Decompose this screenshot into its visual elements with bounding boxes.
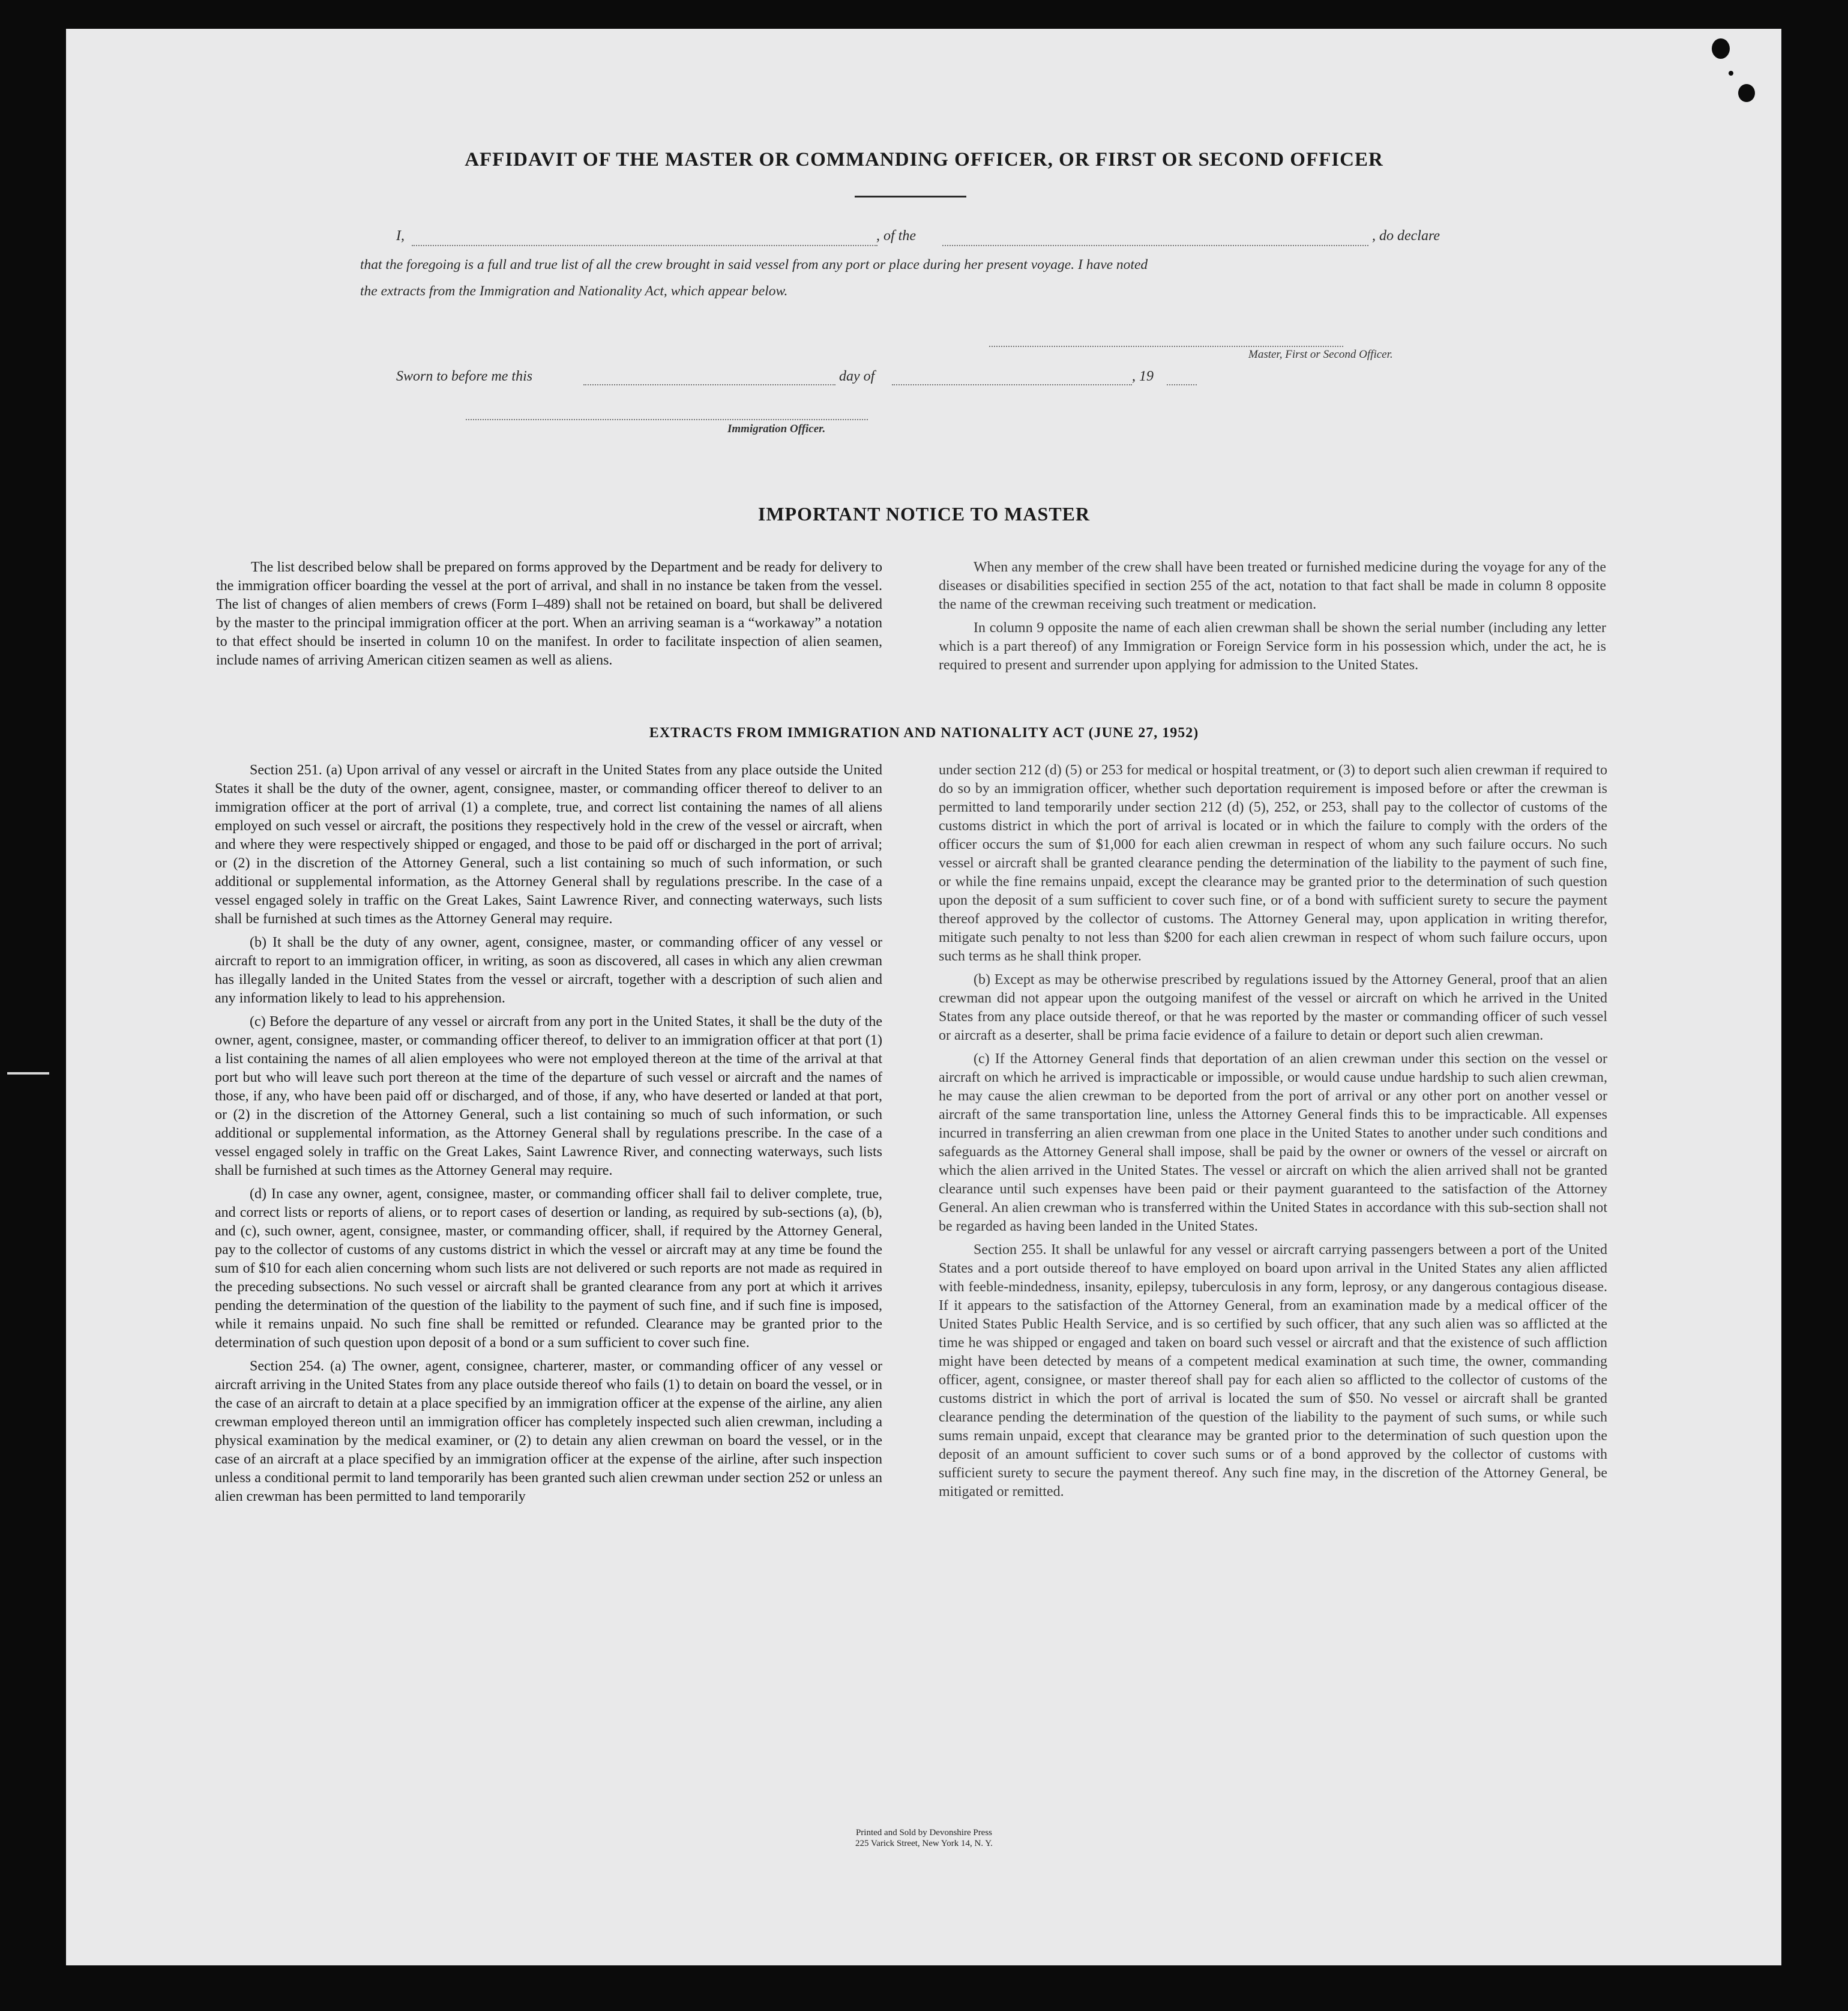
section-254b: (b) Except as may be otherwise prescribed by regulations issued by the Attorney General, proof that an alien crewman did not appear upon the outgoing manifest of the vessel or aircraft on which he arrived in the United States from any place outside thereof, or that he was reported by the master or commanding officer of such vessel or aircraft as a deserter, shall be prima facie evidence of a failure to detain or deport such alien crewman. xyxy=(939,972,1607,1043)
master-signature-line[interactable] xyxy=(989,346,1343,347)
section-254a-continued: under section 212 (d) (5) or 253 for medical or hospital treatment, or (3) to deport such alien crewman if required to do so by an immigration officer, whether such deportation requirement is imposed before or after the crewman is permitted to land temporarily under section 212 (d) (5), 252, or 253, shall pay to the collector of customs of the customs district in which the port of arrival is located or in which the failure to comply with the orders of the officer occurs the sum of $1,000 for each alien crewman in respect of whom any such failure occurs. No such vessel or aircraft shall be granted clearance pending the determination of the liability to the payment of such fine, or while the fine remains unpaid, except the clearance may be granted prior to the determination of such question upon the deposit of a sum sufficient to cover such fine, or of a bond with sufficient surety to secure the payment thereof approved by the collector of customs. The Attorney General may, upon application in writing therefor, mitigate such penalty to not less than $200 for each alien crewman in respect of whom such failure occurs, upon such terms as he shall think proper. xyxy=(939,762,1607,964)
scanner-mark xyxy=(7,1072,49,1075)
notice-title: IMPORTANT NOTICE TO MASTER xyxy=(757,503,1091,525)
year-label: , 19 xyxy=(1132,369,1154,384)
affidavit-title: AFFIDAVIT OF THE MASTER OR COMMANDING OFFICER, OR FIRST OR SECOND OFFICER xyxy=(465,149,1383,170)
section-251d: (d) In case any owner, agent, consignee, master, or commanding officer shall fail to deliver complete, true, and correct lists or reports of aliens, or to report cases of desertion or landing, as required by sub-sections (a), (b), and (c), such owner, agent, consignee, master, or commanding officer, shall, if required by the Attorney General, pay to the collector of customs of any customs district in which the vessel or aircraft may at any time be found the sum of $10 for each alien concerning whom such lists are not delivered or such reports are not made as required in the preceding subsections. No such vessel or aircraft shall be granted clearance from any port at which it arrives pending the determination of the question of the liability to the payment of such fine, and if such fine is imposed, while it remains unpaid. No such fine shall be remitted or refunded. Clearance may be granted prior to the determination of such question upon deposit of a bond or a sum sufficient to cover such fine. xyxy=(215,1186,882,1351)
declarant-label: I, xyxy=(396,228,405,244)
declaration-text-line-3: the extracts from the Immigration and Nationality Act, which appear below. xyxy=(360,283,788,299)
extracts-right-column xyxy=(939,761,1607,1506)
section-251b: (b) It shall be the duty of any owner, agent, consignee, master, or commanding officer of any vessel or aircraft to report to an immigration officer, in writing, as soon as discovered, all cases in which any alien crewman has illegally landed in the United States from the vessel or aircraft, together with a description of such alien and any information likely to lead to his apprehension. xyxy=(215,935,882,1006)
printer-line-1: Printed and Sold by Devonshire Press xyxy=(855,1828,993,1838)
notice-right-column xyxy=(939,558,1606,680)
vessel-name-field[interactable] xyxy=(942,245,1368,246)
day-of-label: day of xyxy=(839,369,875,384)
notice-left-column xyxy=(216,558,882,675)
title-divider xyxy=(855,196,966,197)
notice-paragraph: When any member of the crew shall have been treated or furnished medicine during the voyage for any of the diseases or disabilities specified in section 255 of the act, notation to that fact shall be made in column 8 opposite the name of the crewman receiving such treatment or medication. xyxy=(939,559,1606,612)
section-251c: (c) Before the departure of any vessel or aircraft from any port in the United States, it shall be the duty of the owner, agent, consignee, master, or commanding officer thereof, to deliver to an immigration officer at that port (1) a list containing the names of all alien employees who were not employed thereon at the time of the arrival at that port but who will leave such port thereon at the time of the departure of such vessel or aircraft and the names of those, if any, who have been paid off or discharged, and of those, if any, who have deserted or landed at that port, or (2) in the discretion of the Attorney General, such a list containing so much of such information, or such additional or supplemental information, as the Attorney General shall by regulations prescribe. In the case of a vessel engaged solely in traffic on the Great Lakes, Saint Lawrence River, and connecting waterways, such lists shall be furnished at such times as the Attorney General may require. xyxy=(215,1014,882,1178)
notice-paragraph: The list described below shall be prepared on forms approved by the Department and be ready for delivery to the immigration officer boarding the vessel at the port of arrival, and shall in no instance be taken from the vessel. The list of changes of alien members of crews (Form I–489) shall not be retained on board, but shall be delivered by the master to the principal immigration officer at the port. When an arriving seaman is a “workaway” a notation to that effect should be inserted in column 10 on the manifest. In order to facilitate inspection of alien seamen, include names of arriving American citizen seamen as well as aliens. xyxy=(216,559,882,668)
section-255: Section 255. It shall be unlawful for any vessel or aircraft carrying passengers between a port of the United States and a port outside thereof to have employed on board upon arrival in the United States any alien afflicted with feeble-mindedness, insanity, epilepsy, tuberculosis in any form, leprosy, or any dangerous contagious disease. If it appears to the satisfaction of the Attorney General, from an examination made by a medical officer of the United States Public Health Service, and is so certified by such officer, that any such alien was so afflicted at the time he was shipped or engaged and taken on board such vessel or aircraft and that the existence of such affliction might have been detected by means of a competent medical examination at such time, the owner, commanding officer, agent, consignee, or master thereof shall pay for each alien so afflicted to the collector of customs of the customs district in which the port of arrival is located the sum of $50. No vessel or aircraft shall be granted clearance pending the determination of the question of the liability to the payment of such sums, or while such sums remain unpaid, except that clearance may be granted prior to the determination of such question upon the deposit of an amount sufficient to cover such sums or of a bond approved by the collector of customs with sufficient surety to secure the payment thereof. Any such fine may, in the discretion of the Attorney General, be mitigated or remitted. xyxy=(939,1242,1607,1500)
section-254c: (c) If the Attorney General finds that deportation of an alien crewman under this section on the vessel or aircraft on which he arrived is impracticable or impossible, or would cause undue hardship to such alien crewman, he may cause the alien crewman to be deported from the port of arrival or any other port on another vessel or aircraft of the same transportation line, unless the Attorney General finds this to be impracticable. All expenses incurred in transferring an alien crewman from one place in the United States to another under such conditions and safeguards as the Attorney General shall impose, shall be paid by the owner or owners of the vessel or aircraft on which the alien arrived in the United States. The vessel or aircraft on which the alien arrived shall not be granted clearance until such expenses have been paid or their payment guaranteed to the satisfaction of the Attorney General. An alien crewman who is transferred within the United States in accordance with this sub-section shall not be regarded as having been landed in the United States. xyxy=(939,1051,1607,1234)
master-signature-caption: Master, First or Second Officer. xyxy=(1248,348,1393,361)
section-254a: Section 254. (a) The owner, agent, consignee, charterer, master, or commanding officer of any vessel or aircraft arriving in the United States from any place outside thereof who fails (1) to detain on board the vessel, or in the case of an aircraft to detain at a place specified by an immigration officer at the expense of the airline, any alien crewman employed thereon until an immigration officer has completely inspected such alien crewman, including a physical examination by the medical examiner, or (2) to detain any alien crewman on board the vessel, or in the case of an aircraft at a place specified by an immigration officer at the expense of the airline, after such inspection unless a conditional permit to land temporarily has been granted such alien crewman under section 252 or unless an alien crewman has been permitted to land temporarily xyxy=(215,1358,882,1504)
sworn-month-field[interactable] xyxy=(892,384,1132,385)
printer-imprint xyxy=(0,1827,1848,1849)
ink-spot xyxy=(1712,38,1730,59)
ink-spot xyxy=(1729,71,1733,76)
declaration-text-line-2: that the foregoing is a full and true list of all the crew brought in said vessel from any port or place during her present voyage. I have noted xyxy=(360,257,1148,273)
sworn-year-field[interactable] xyxy=(1167,384,1197,385)
of-the-label: , of the xyxy=(876,228,916,244)
ink-spot xyxy=(1738,84,1755,102)
printer-line-2: 225 Varick Street, New York 14, N. Y. xyxy=(855,1839,993,1848)
sworn-label: Sworn to before me this xyxy=(396,369,533,384)
sworn-date-field[interactable] xyxy=(583,384,835,385)
officer-signature-line[interactable] xyxy=(466,419,868,420)
notice-paragraph: In column 9 opposite the name of each alien crewman shall be shown the serial number (including any letter which is a part thereof) of any Immigration or Foreign Service form in his possession which, under the act, he is required to present and surrender upon applying for admission to the United States. xyxy=(939,620,1606,673)
extracts-left-column xyxy=(215,761,882,1511)
do-declare-label: , do declare xyxy=(1372,228,1440,244)
extracts-title: EXTRACTS FROM IMMIGRATION AND NATIONALITY ACT (JUNE 27, 1952) xyxy=(649,725,1199,741)
section-251a: Section 251. (a) Upon arrival of any vessel or aircraft in the United States from any place outside the United States it shall be the duty of the owner, agent, consignee, master, or commanding officer thereof to deliver to an immigration officer at the port of arrival (1) a complete, true, and correct list containing the names of all aliens employed on such vessel or aircraft, the positions they respectively hold in the crew of the vessel or aircraft, when and where they were respectively shipped or engaged, and those to be paid off or discharged in the port of arrival; or (2) in the discretion of the Attorney General, such a list containing so much of such information, or such additional or supplemental information, as the Attorney General shall by regulations prescribe. In the case of a vessel engaged solely in traffic on the Great Lakes, Saint Lawrence River, and connecting waterways, such lists shall be furnished at such times as the Attorney General may require. xyxy=(215,762,882,927)
officer-signature-caption: Immigration Officer. xyxy=(727,423,826,435)
declarant-name-field[interactable] xyxy=(412,245,877,246)
